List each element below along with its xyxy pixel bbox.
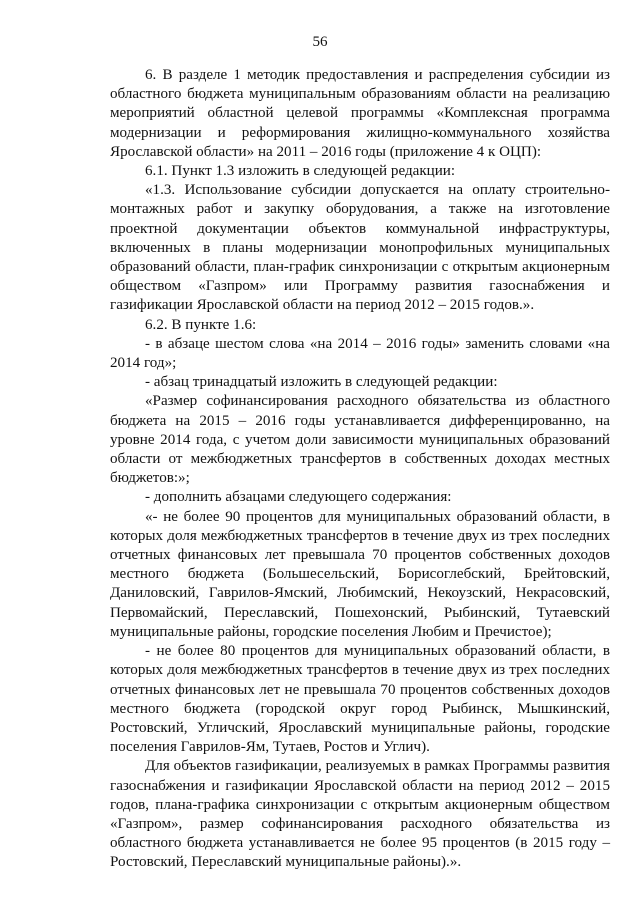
paragraph-clause-1-3: «1.3. Использование субсидии допускается на оплату строительно-монтажных работ и закупку оборудования, а также на изготовление проектной документации объектов коммунальной инфраструктуры, включенных в планы модернизации монопрофильных муниципальных образований области, план-график синхронизации с открытым акционерным обществом «Газпром» или Программу развития газоснабжения и газификации Ярославской области на период 2012 – 2015 годов.». — [110, 182, 610, 314]
document-body — [110, 66, 610, 873]
paragraph-gasification: Для объектов газификации, реализуемых в рамках Программы развития газоснабжения и газификации Ярославской области на период 2012 – 2015 годов, плана-графика синхронизации с открытым акционерным обществом «Газпром», размер софинансирования расходного обязательства из областного бюджета устанавливается не более 95 процентов (в 2015 году – Ростовский, Переславский муниципальные районы).». — [110, 758, 610, 871]
paragraph-add-abzacs: - дополнить абзацами следующего содержания: — [145, 489, 452, 506]
paragraph-6-1: 6.1. Пункт 1.3 изложить в следующей редакции: — [145, 163, 456, 180]
paragraph-abzac-13: - абзац тринадцатый изложить в следующей редакции: — [145, 374, 498, 391]
page-number: 56 — [312, 34, 328, 50]
paragraph-6-2: 6.2. В пункте 1.6: — [145, 316, 257, 333]
paragraph-section-6: 6. В разделе 1 методик предоставления и распределения субсидии из областного бюджета муниципальным образованиям области на реализацию мероприятий областной целевой программы «Комплексная программа модернизации и реформирования жилищно-коммунального хозяйства Ярославской области» на 2011 – 2016 годы (приложение 4 к ОЦП): — [110, 67, 610, 160]
paragraph-80-percent: - не более 80 процентов для муниципальных образований области, в которых доля межбюджетных трансфертов в течение двух из трех последних отчетных финансовых лет не превышала 70 процентов собственных доходов местного бюджета (городской округ город Рыбинск, Мышкинский, Ростовский, Угличский, Ярославский муниципальные районы, городские поселения Гаврилов-Ям, Тутаев, Ростов и Углич). — [110, 643, 610, 756]
paragraph-cofinancing-size: «Размер софинансирования расходного обязательства из областного бюджета на 2015 – 2016 годы устанавливается дифференцированно, на уровне 2014 года, с учетом доли зависимости муниципальных образований области от межбюджетных трансфертов в собственных доходах местных бюджетов:»; — [110, 393, 610, 487]
paragraph-abzac-6: - в абзаце шестом слова «на 2014 – 2016 годы» заменить словами «на 2014 год»; — [110, 335, 610, 372]
paragraph-90-percent: «- не более 90 процентов для муниципальных образований области, в которых доля межбюджетных трансфертов в течение двух из трех последних отчетных финансовых лет превышала 70 процентов собственных доходов местного бюджета (Большесельский, Борисоглебский, Брейтовский, Даниловский, Гаврилов-Ямский, Любимский, Некоузский, Некрасовский, Первомайский, Переславский, Пошехонский, Рыбинский, Тутаевский муниципальные районы, городские поселения Любим и Пречистое); — [110, 508, 610, 640]
